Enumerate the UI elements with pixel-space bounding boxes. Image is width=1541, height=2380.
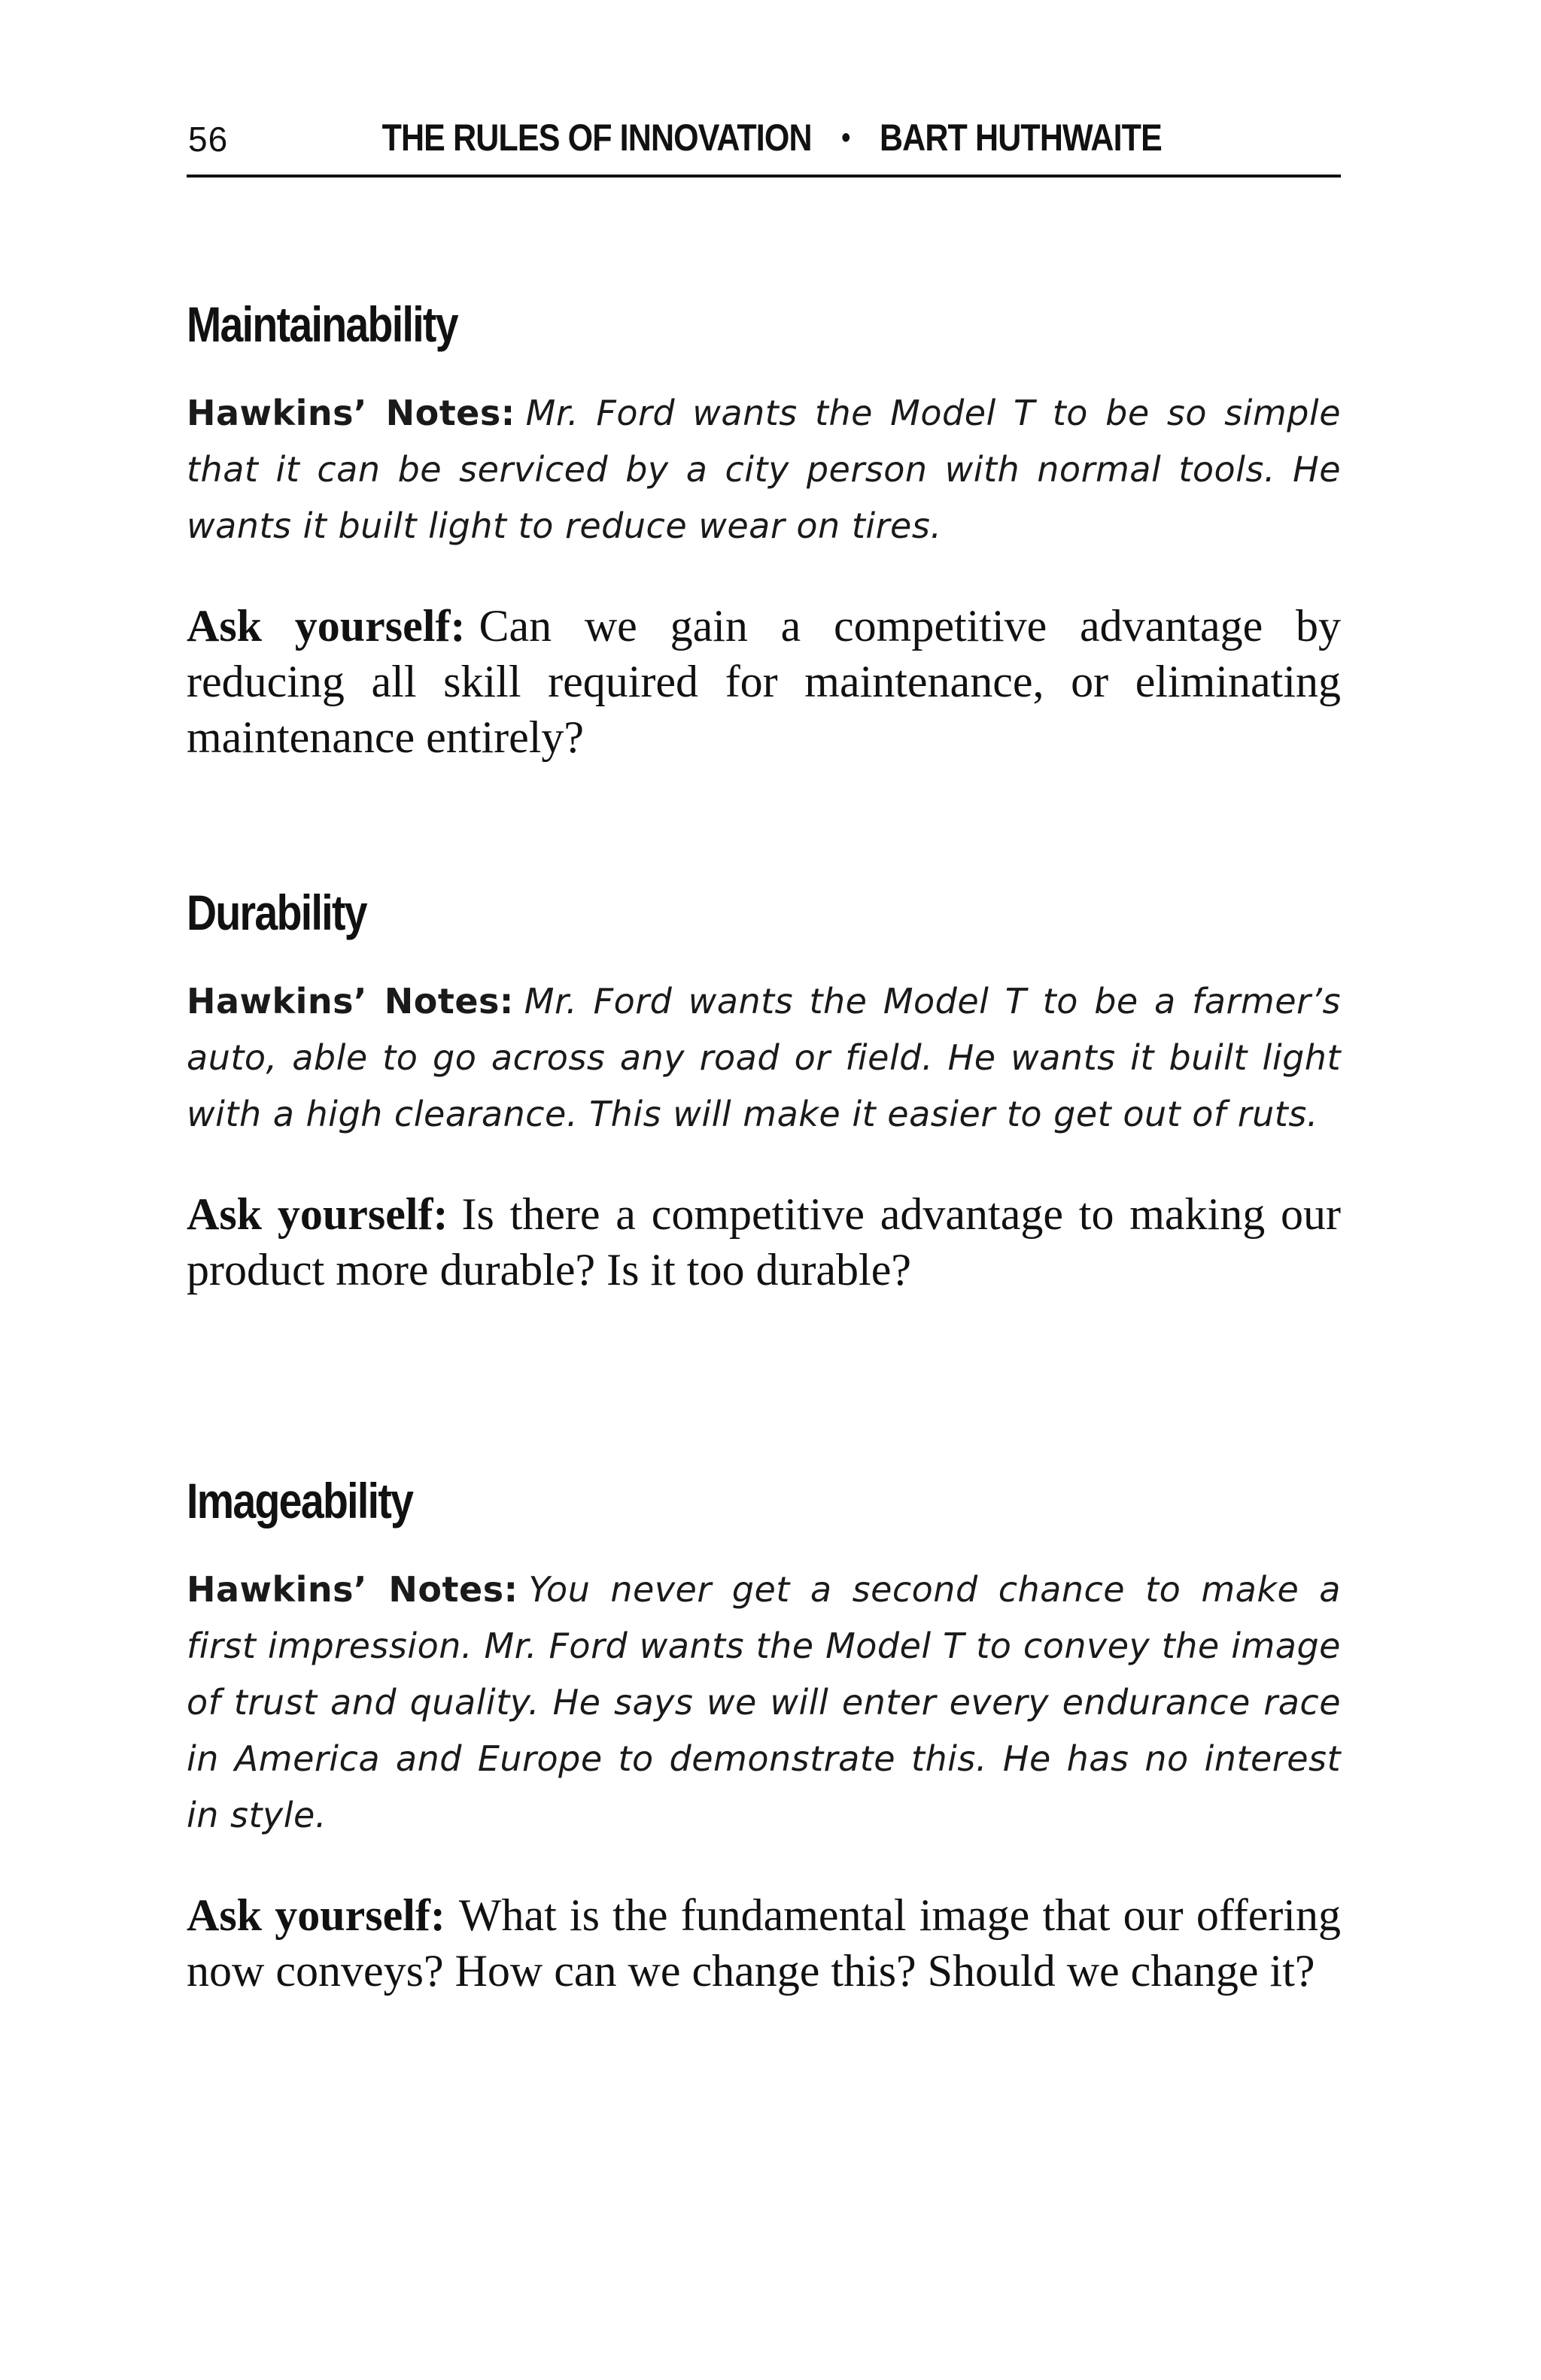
notes-label: Hawkins’ Notes: xyxy=(187,981,514,1022)
ask-label: Ask yourself: xyxy=(187,1890,445,1940)
author-name: BART HUTHWAITE xyxy=(879,117,1162,159)
running-title xyxy=(275,116,1268,159)
ask-text: Can we gain a competitive advantage by reducing all skill required for maintenance, or eliminating maintenance entirely? xyxy=(187,601,1341,762)
notes-text: Mr. Ford wants the Model T to be so simple that it can be serviced by a city person with normal tools. He wants it built light to reduce wear on tires. xyxy=(187,393,1342,546)
header-separator: • xyxy=(841,121,850,154)
hawkins-notes xyxy=(187,973,1341,1143)
section-heading: Imageability xyxy=(187,1473,413,1528)
section-durability xyxy=(187,885,1341,1298)
notes-text: Mr. Ford wants the Model T to be a farmer’s auto, able to go across any road or field. He wants it built light with a high clearance. This will make it easier to get out of ruts. xyxy=(187,981,1341,1134)
notes-label: Hawkins’ Notes: xyxy=(187,1569,518,1610)
book-title: THE RULES OF INNOVATION xyxy=(381,117,812,159)
ask-yourself xyxy=(187,1887,1341,1999)
ask-label: Ask yourself: xyxy=(187,1189,448,1239)
notes-text: You never get a second chance to make a first impression. Mr. Ford wants the Model T to convey the image of trust and quality. He says we will enter every endurance race in America and Europe to demonstrate this. He has no interest in style. xyxy=(187,1569,1341,1835)
hawkins-notes xyxy=(187,385,1341,554)
page-number: 56 xyxy=(188,120,229,159)
section-heading: Maintainability xyxy=(187,296,457,352)
running-header xyxy=(187,111,1341,178)
section-heading: Durability xyxy=(187,885,366,940)
ask-text: Is there a competitive advantage to making our product more durable? Is it too durable? xyxy=(187,1189,1341,1295)
section-imageability xyxy=(187,1473,1341,1999)
ask-yourself xyxy=(187,1186,1341,1298)
notes-label: Hawkins’ Notes: xyxy=(187,393,515,433)
section-maintainability xyxy=(187,296,1342,765)
ask-yourself xyxy=(187,598,1341,765)
ask-text: What is the fundamental image that our offering now conveys? How can we change this? Should we change it? xyxy=(187,1890,1341,1996)
hawkins-notes xyxy=(187,1562,1341,1844)
ask-label: Ask yourself: xyxy=(187,601,466,651)
